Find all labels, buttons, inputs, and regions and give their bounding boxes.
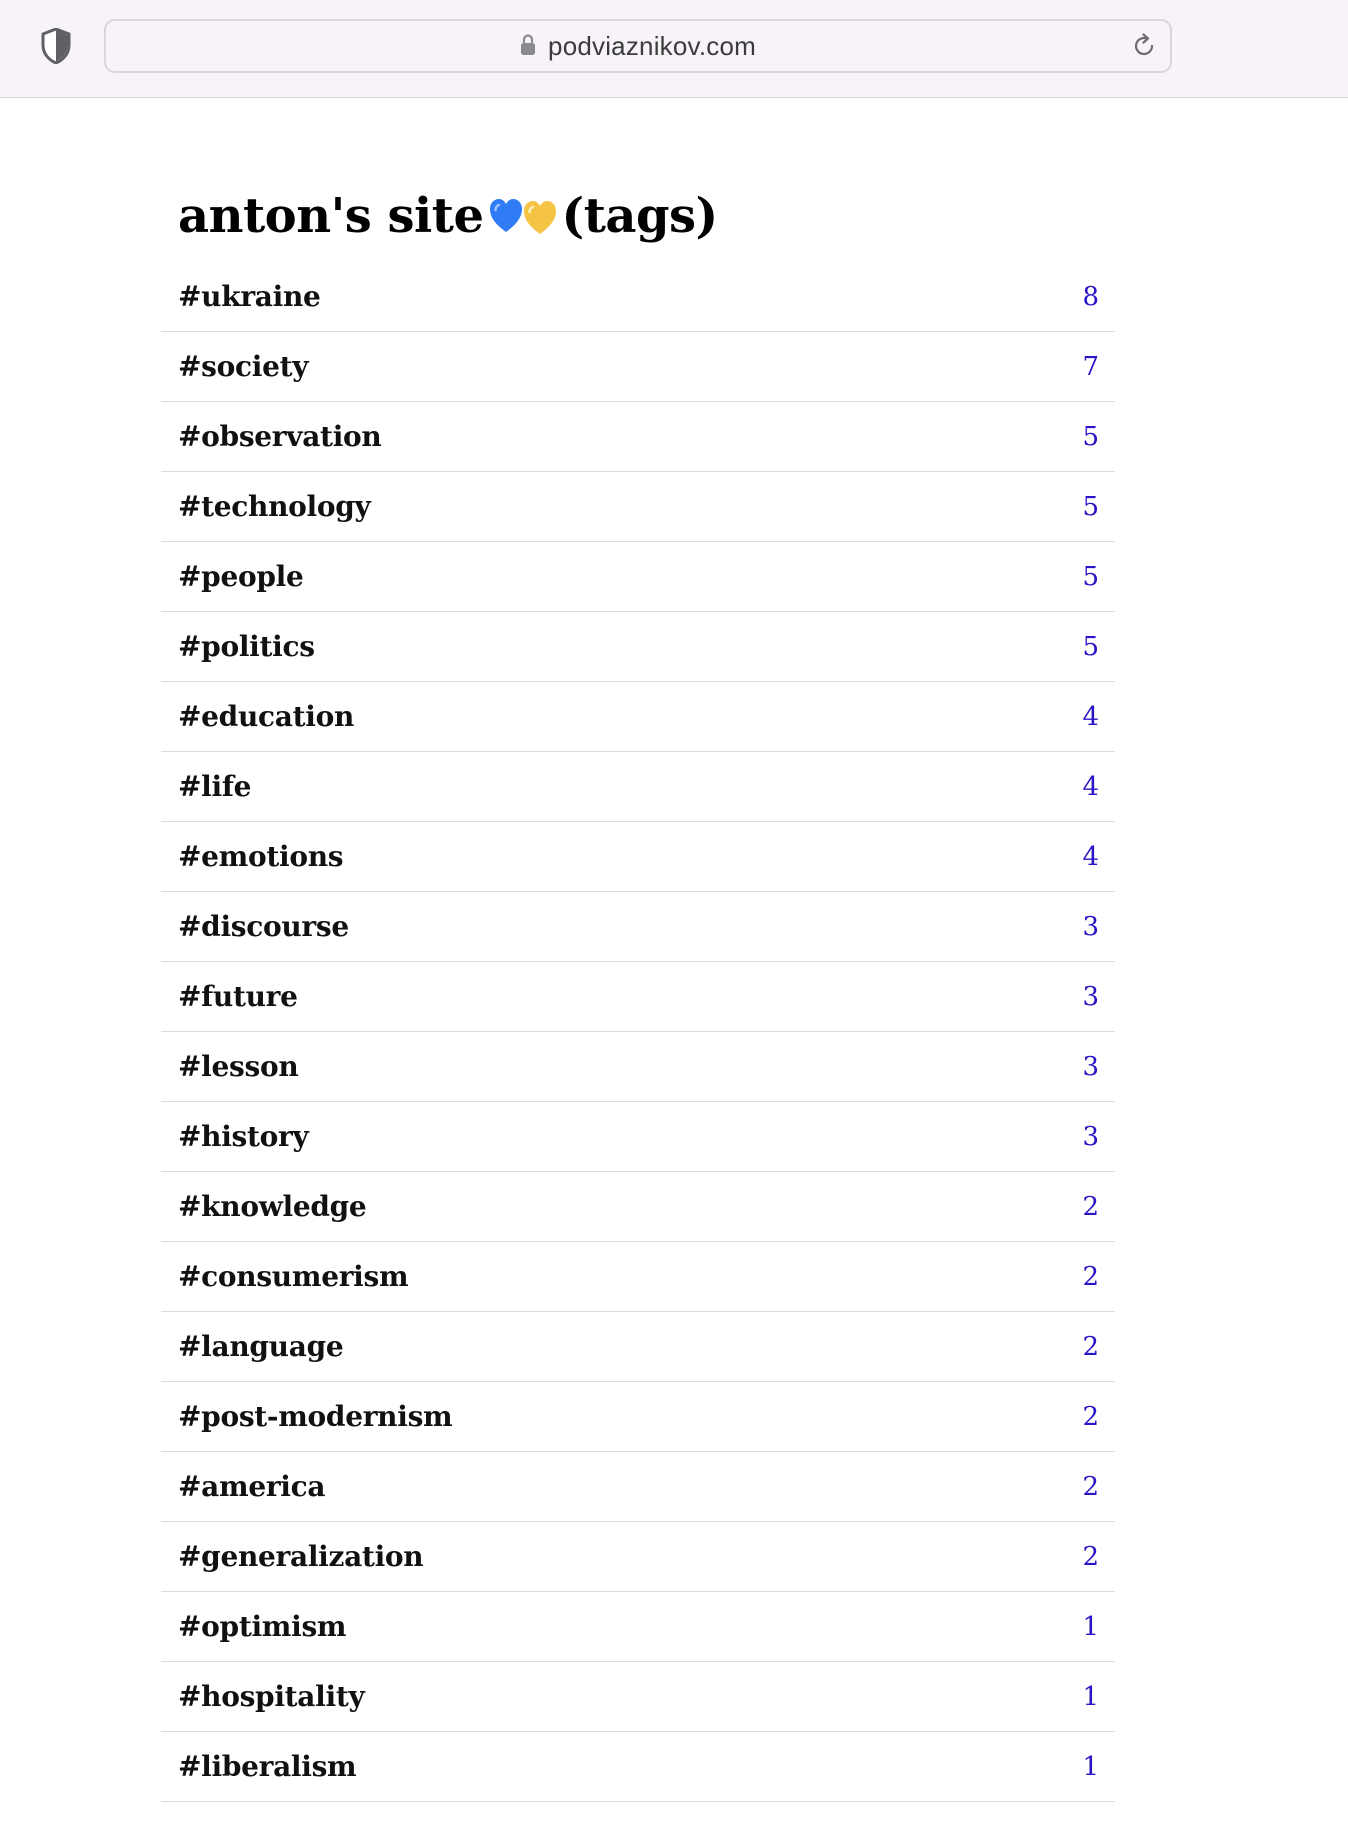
- title-suffix: (tags): [561, 188, 718, 244]
- tag-row: [161, 752, 1115, 822]
- tag-row: [161, 962, 1115, 1032]
- tag-count[interactable]: 2: [1082, 1331, 1099, 1362]
- tag-link[interactable]: #america: [178, 1470, 326, 1503]
- tag-link[interactable]: #education: [178, 700, 355, 733]
- tag-link[interactable]: #politics: [178, 630, 315, 663]
- lock-icon: [520, 34, 536, 56]
- tag-count[interactable]: 4: [1082, 701, 1099, 732]
- tag-row: [161, 1032, 1115, 1102]
- tag-count[interactable]: 3: [1082, 1051, 1099, 1082]
- tag-link[interactable]: #society: [178, 350, 309, 383]
- tag-row: [161, 892, 1115, 962]
- tag-list: [161, 262, 1115, 1802]
- tag-row: [161, 822, 1115, 892]
- tag-row: [161, 682, 1115, 752]
- url-text: podviaznikov.com: [548, 30, 756, 61]
- tag-count[interactable]: 7: [1082, 351, 1099, 382]
- tag-row: [161, 1242, 1115, 1312]
- tag-count[interactable]: 5: [1082, 421, 1099, 452]
- reload-icon[interactable]: [1130, 32, 1158, 60]
- tag-row: [161, 402, 1115, 472]
- title-prefix: anton's site: [178, 188, 484, 244]
- tag-count[interactable]: 5: [1082, 631, 1099, 662]
- tag-count[interactable]: 2: [1082, 1261, 1099, 1292]
- tag-row: [161, 1172, 1115, 1242]
- tag-count[interactable]: 8: [1082, 281, 1099, 312]
- tag-link[interactable]: #hospitality: [178, 1680, 365, 1713]
- tag-row: [161, 1382, 1115, 1452]
- tag-link[interactable]: #optimism: [178, 1610, 347, 1643]
- tag-link[interactable]: #ukraine: [178, 280, 321, 313]
- main-content: [161, 170, 1115, 1802]
- tag-link[interactable]: #knowledge: [178, 1190, 367, 1223]
- tag-link[interactable]: #life: [178, 770, 252, 803]
- tag-link[interactable]: #generalization: [178, 1540, 424, 1573]
- browser-toolbar: [0, 0, 1348, 98]
- tag-count[interactable]: 2: [1082, 1471, 1099, 1502]
- tag-row: [161, 472, 1115, 542]
- tag-link[interactable]: #discourse: [178, 910, 349, 943]
- tag-row: [161, 1102, 1115, 1172]
- tag-count[interactable]: 2: [1082, 1401, 1099, 1432]
- privacy-shield-icon[interactable]: [40, 28, 72, 64]
- tag-link[interactable]: #technology: [178, 490, 371, 523]
- tag-row: [161, 332, 1115, 402]
- tag-count[interactable]: 2: [1082, 1541, 1099, 1572]
- tag-count[interactable]: 4: [1082, 841, 1099, 872]
- tag-count[interactable]: 4: [1082, 771, 1099, 802]
- tag-row: [161, 542, 1115, 612]
- tag-link[interactable]: #people: [178, 560, 304, 593]
- tag-count[interactable]: 3: [1082, 1121, 1099, 1152]
- tag-link[interactable]: #language: [178, 1330, 344, 1363]
- tag-row: [161, 1312, 1115, 1382]
- tag-count[interactable]: 3: [1082, 911, 1099, 942]
- tag-link[interactable]: #lesson: [178, 1050, 299, 1083]
- tag-link[interactable]: #future: [178, 980, 298, 1013]
- address-bar[interactable]: [104, 19, 1172, 73]
- tag-count[interactable]: 5: [1082, 561, 1099, 592]
- tag-row: [161, 1662, 1115, 1732]
- tag-count[interactable]: 3: [1082, 981, 1099, 1012]
- blue-yellow-hearts-icon: [489, 196, 557, 236]
- tag-count[interactable]: 2: [1082, 1191, 1099, 1222]
- tag-row: [161, 1732, 1115, 1802]
- tag-link[interactable]: #history: [178, 1120, 309, 1153]
- tag-row: [161, 262, 1115, 332]
- tag-link[interactable]: #consumerism: [178, 1260, 409, 1293]
- page-title: [178, 170, 1115, 262]
- tag-count[interactable]: 1: [1082, 1751, 1099, 1782]
- tag-count[interactable]: 5: [1082, 491, 1099, 522]
- tag-count[interactable]: 1: [1082, 1681, 1099, 1712]
- tag-row: [161, 1592, 1115, 1662]
- tag-row: [161, 1522, 1115, 1592]
- tag-link[interactable]: #emotions: [178, 840, 344, 873]
- tag-link[interactable]: #liberalism: [178, 1750, 357, 1783]
- tag-row: [161, 1452, 1115, 1522]
- tag-link[interactable]: #post-modernism: [178, 1400, 453, 1433]
- tag-count[interactable]: 1: [1082, 1611, 1099, 1642]
- tag-row: [161, 612, 1115, 682]
- tag-link[interactable]: #observation: [178, 420, 382, 453]
